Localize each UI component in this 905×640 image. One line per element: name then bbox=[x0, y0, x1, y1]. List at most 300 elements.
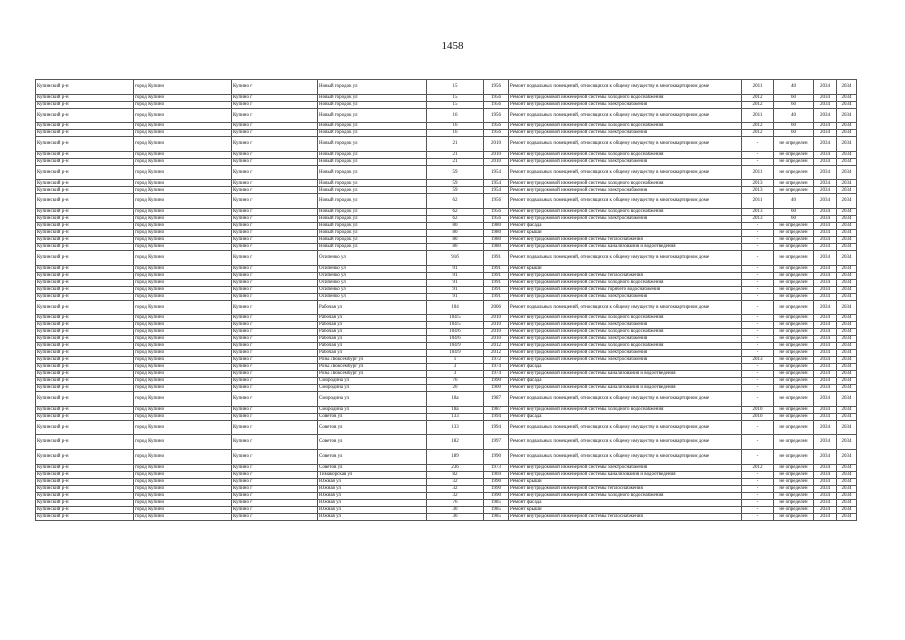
year-built-cell: 1974 bbox=[484, 371, 509, 378]
settlement-cell: город Купино bbox=[134, 492, 232, 499]
plan-start-cell: 2034 bbox=[814, 265, 837, 272]
work-type-cell: Ремонт внутридомовой инженерной системы электроснабжения bbox=[509, 336, 742, 343]
district-cell: Купинский р-н bbox=[36, 343, 134, 350]
table-row bbox=[36, 130, 857, 137]
work-type-cell: Ремонт фасада bbox=[509, 378, 742, 385]
street-cell: Рабочая ул bbox=[318, 300, 427, 315]
settlement-cell: город Купино bbox=[134, 471, 232, 478]
plan-end-cell: 2034 bbox=[837, 165, 857, 180]
year-built-cell: 2010 bbox=[484, 336, 509, 343]
locality-cell: Купино г bbox=[232, 378, 318, 385]
district-cell: Купинский р-н bbox=[36, 364, 134, 371]
house-number-cell: 62 bbox=[427, 208, 484, 215]
work-type-cell: Ремонт внутридомовой инженерной системы холодного водоснабжения bbox=[509, 406, 742, 413]
plan-end-cell: 2034 bbox=[837, 300, 857, 315]
table-row bbox=[36, 385, 857, 392]
street-cell: Новый городок ул bbox=[318, 151, 427, 158]
wear-cell: 60 bbox=[774, 123, 814, 130]
street-cell: Смородина ул bbox=[318, 378, 427, 385]
settlement-cell: город Купино bbox=[134, 392, 232, 407]
table-row bbox=[36, 449, 857, 464]
wear-cell: не определен bbox=[774, 137, 814, 152]
table-row bbox=[36, 187, 857, 194]
locality-cell: Купино г bbox=[232, 343, 318, 350]
plan-start-cell: 2034 bbox=[814, 279, 837, 286]
last-repair-year-cell: - bbox=[742, 222, 774, 229]
table-row bbox=[36, 243, 857, 250]
table-row bbox=[36, 293, 857, 300]
house-number-cell: 15 bbox=[427, 101, 484, 108]
district-cell: Купинский р-н bbox=[36, 272, 134, 279]
house-number-cell: 182 bbox=[427, 435, 484, 450]
plan-end-cell: 2034 bbox=[837, 101, 857, 108]
year-built-cell: 2010 bbox=[484, 151, 509, 158]
settlement-cell: город Купино bbox=[134, 322, 232, 329]
page-number: 1458 bbox=[441, 40, 464, 52]
street-cell: Новый городок ул bbox=[318, 180, 427, 187]
plan-end-cell: 2034 bbox=[837, 272, 857, 279]
house-number-cell: 91 bbox=[427, 293, 484, 300]
work-type-cell: Ремонт внутридомовой инженерной системы электроснабжения bbox=[509, 158, 742, 165]
locality-cell: Купино г bbox=[232, 243, 318, 250]
wear-cell: не определен bbox=[774, 350, 814, 357]
plan-end-cell: 2034 bbox=[837, 464, 857, 471]
settlement-cell: город Купино bbox=[134, 187, 232, 194]
year-built-cell: 1990 bbox=[484, 378, 509, 385]
plan-end-cell: 2034 bbox=[837, 250, 857, 265]
district-cell: Купинский р-н bbox=[36, 236, 134, 243]
year-built-cell: 1985 bbox=[484, 499, 509, 506]
plan-end-cell: 2034 bbox=[837, 265, 857, 272]
district-cell: Купинский р-н bbox=[36, 158, 134, 165]
work-type-cell: Ремонт подвальных помещений, относящихся к общему имуществу в многоквартирном доме bbox=[509, 435, 742, 450]
year-built-cell: 1954 bbox=[484, 180, 509, 187]
plan-start-cell: 2034 bbox=[814, 315, 837, 322]
house-number-cell: 32 bbox=[427, 478, 484, 485]
wear-cell: не определен bbox=[774, 322, 814, 329]
house-number-cell: 59 bbox=[427, 165, 484, 180]
district-cell: Купинский р-н bbox=[36, 222, 134, 229]
wear-cell: 40 bbox=[774, 80, 814, 95]
plan-start-cell: 2034 bbox=[814, 250, 837, 265]
locality-cell: Купино г bbox=[232, 336, 318, 343]
settlement-cell: город Купино bbox=[134, 464, 232, 471]
locality-cell: Купино г bbox=[232, 130, 318, 137]
table-row bbox=[36, 229, 857, 236]
last-repair-year-cell: 2013 bbox=[742, 215, 774, 222]
plan-start-cell: 2034 bbox=[814, 108, 837, 123]
settlement-cell: город Купино bbox=[134, 279, 232, 286]
wear-cell: не определен bbox=[774, 158, 814, 165]
plan-end-cell: 2034 bbox=[837, 435, 857, 450]
district-cell: Купинский р-н bbox=[36, 464, 134, 471]
table-row bbox=[36, 336, 857, 343]
street-cell: Розы Люксембург ул bbox=[318, 357, 427, 364]
work-type-cell: Ремонт подвальных помещений, относящихся к общему имуществу в многоквартирном доме bbox=[509, 137, 742, 152]
house-number-cell: 91 bbox=[427, 272, 484, 279]
table-row bbox=[36, 485, 857, 492]
last-repair-year-cell: - bbox=[742, 513, 774, 520]
street-cell: Новый городок ул bbox=[318, 194, 427, 209]
last-repair-year-cell: 2012 bbox=[742, 464, 774, 471]
year-built-cell: 2010 bbox=[484, 329, 509, 336]
locality-cell: Купино г bbox=[232, 413, 318, 420]
district-cell: Купинский р-н bbox=[36, 371, 134, 378]
wear-cell: не определен bbox=[774, 413, 814, 420]
year-built-cell: 1974 bbox=[484, 364, 509, 371]
settlement-cell: город Купино bbox=[134, 343, 232, 350]
wear-cell: не определен bbox=[774, 485, 814, 492]
year-built-cell: 1956 bbox=[484, 123, 509, 130]
district-cell: Купинский р-н bbox=[36, 80, 134, 95]
year-built-cell: 2012 bbox=[484, 343, 509, 350]
plan-start-cell: 2034 bbox=[814, 94, 837, 101]
year-built-cell: 1980 bbox=[484, 222, 509, 229]
house-number-cell: 30 bbox=[427, 506, 484, 513]
locality-cell: Купино г bbox=[232, 435, 318, 450]
table-row bbox=[36, 215, 857, 222]
plan-start-cell: 2034 bbox=[814, 506, 837, 513]
work-type-cell: Ремонт подвальных помещений, относящихся к общему имуществу в многоквартирном доме bbox=[509, 449, 742, 464]
settlement-cell: город Купино bbox=[134, 513, 232, 520]
table-row bbox=[36, 272, 857, 279]
table-row bbox=[36, 413, 857, 420]
last-repair-year-cell: - bbox=[742, 229, 774, 236]
plan-end-cell: 2034 bbox=[837, 499, 857, 506]
table-row bbox=[36, 250, 857, 265]
district-cell: Купинский р-н bbox=[36, 187, 134, 194]
settlement-cell: город Купино bbox=[134, 250, 232, 265]
wear-cell: не определен bbox=[774, 272, 814, 279]
wear-cell: 60 bbox=[774, 215, 814, 222]
last-repair-year-cell: - bbox=[742, 449, 774, 464]
plan-start-cell: 2034 bbox=[814, 293, 837, 300]
year-built-cell: 1956 bbox=[484, 101, 509, 108]
last-repair-year-cell: 2012 bbox=[742, 94, 774, 101]
work-type-cell: Ремонт внутридомовой инженерной системы горячего водоснабжения bbox=[509, 286, 742, 293]
wear-cell: не определен bbox=[774, 315, 814, 322]
district-cell: Купинский р-н bbox=[36, 243, 134, 250]
wear-cell: не определен bbox=[774, 406, 814, 413]
work-type-cell: Ремонт внутридомовой инженерной системы холодного водоснабжения bbox=[509, 180, 742, 187]
locality-cell: Купино г bbox=[232, 300, 318, 315]
house-number-cell: 1 bbox=[427, 357, 484, 364]
wear-cell: не определен bbox=[774, 464, 814, 471]
street-cell: Новый городок ул bbox=[318, 208, 427, 215]
table-row bbox=[36, 513, 857, 520]
plan-end-cell: 2034 bbox=[837, 413, 857, 420]
street-cell: Новый городок ул bbox=[318, 236, 427, 243]
plan-end-cell: 2034 bbox=[837, 243, 857, 250]
locality-cell: Купино г bbox=[232, 350, 318, 357]
year-built-cell: 1987 bbox=[484, 406, 509, 413]
work-type-cell: Ремонт внутридомовой инженерной системы холодного водоснабжения bbox=[509, 329, 742, 336]
locality-cell: Купино г bbox=[232, 236, 318, 243]
table-row bbox=[36, 137, 857, 152]
house-number-cell: 104/5 bbox=[427, 322, 484, 329]
district-cell: Купинский р-н bbox=[36, 180, 134, 187]
plan-end-cell: 2034 bbox=[837, 385, 857, 392]
house-number-cell: 91 bbox=[427, 286, 484, 293]
last-repair-year-cell: - bbox=[742, 350, 774, 357]
district-cell: Купинский р-н bbox=[36, 478, 134, 485]
work-type-cell: Ремонт внутридомовой инженерной системы холодного водоснабжения bbox=[509, 94, 742, 101]
district-cell: Купинский р-н bbox=[36, 101, 134, 108]
district-cell: Купинский р-н bbox=[36, 385, 134, 392]
table-row bbox=[36, 315, 857, 322]
settlement-cell: город Купино bbox=[134, 449, 232, 464]
house-number-cell: 104/6 bbox=[427, 336, 484, 343]
year-built-cell: 1985 bbox=[484, 506, 509, 513]
last-repair-year-cell: 2013 bbox=[742, 180, 774, 187]
last-repair-year-cell: - bbox=[742, 293, 774, 300]
settlement-cell: город Купино bbox=[134, 435, 232, 450]
work-type-cell: Ремонт внутридомовой инженерной системы канализования и водоотведения bbox=[509, 243, 742, 250]
locality-cell: Купино г bbox=[232, 471, 318, 478]
repair-registry-table bbox=[35, 79, 857, 521]
plan-start-cell: 2034 bbox=[814, 222, 837, 229]
table-row bbox=[36, 123, 857, 130]
plan-start-cell: 2034 bbox=[814, 471, 837, 478]
plan-start-cell: 2034 bbox=[814, 229, 837, 236]
street-cell: Советов ул bbox=[318, 413, 427, 420]
plan-start-cell: 2034 bbox=[814, 137, 837, 152]
year-built-cell: 1956 bbox=[484, 215, 509, 222]
last-repair-year-cell: - bbox=[742, 151, 774, 158]
locality-cell: Купино г bbox=[232, 123, 318, 130]
work-type-cell: Ремонт фасада bbox=[509, 499, 742, 506]
settlement-cell: город Купино bbox=[134, 300, 232, 315]
settlement-cell: город Купино bbox=[134, 378, 232, 385]
plan-end-cell: 2034 bbox=[837, 364, 857, 371]
plan-end-cell: 2034 bbox=[837, 357, 857, 364]
plan-start-cell: 2034 bbox=[814, 123, 837, 130]
plan-start-cell: 2034 bbox=[814, 485, 837, 492]
locality-cell: Купино г bbox=[232, 272, 318, 279]
settlement-cell: город Купино bbox=[134, 272, 232, 279]
settlement-cell: город Купино bbox=[134, 222, 232, 229]
last-repair-year-cell: - bbox=[742, 243, 774, 250]
table-row bbox=[36, 350, 857, 357]
settlement-cell: город Купино bbox=[134, 243, 232, 250]
locality-cell: Купино г bbox=[232, 286, 318, 293]
house-number-cell: 3 bbox=[427, 371, 484, 378]
wear-cell: не определен bbox=[774, 222, 814, 229]
locality-cell: Купино г bbox=[232, 315, 318, 322]
plan-end-cell: 2034 bbox=[837, 343, 857, 350]
year-built-cell: 1900 bbox=[484, 385, 509, 392]
plan-start-cell: 2034 bbox=[814, 158, 837, 165]
wear-cell: 60 bbox=[774, 94, 814, 101]
last-repair-year-cell: 2013 bbox=[742, 208, 774, 215]
settlement-cell: город Купино bbox=[134, 293, 232, 300]
house-number-cell: 189 bbox=[427, 449, 484, 464]
locality-cell: Купино г bbox=[232, 187, 318, 194]
work-type-cell: Ремонт внутридомовой инженерной системы электроснабжения bbox=[509, 101, 742, 108]
plan-start-cell: 2034 bbox=[814, 464, 837, 471]
locality-cell: Купино г bbox=[232, 158, 318, 165]
plan-end-cell: 2034 bbox=[837, 506, 857, 513]
work-type-cell: Ремонт подвальных помещений, относящихся к общему имуществу в многоквартирном доме bbox=[509, 108, 742, 123]
year-built-cell: 1991 bbox=[484, 286, 509, 293]
table-row bbox=[36, 420, 857, 435]
house-number-cell: 91б bbox=[427, 250, 484, 265]
plan-start-cell: 2034 bbox=[814, 406, 837, 413]
district-cell: Купинский р-н bbox=[36, 165, 134, 180]
year-built-cell: 1991 bbox=[484, 293, 509, 300]
settlement-cell: город Купино bbox=[134, 336, 232, 343]
table-row bbox=[36, 286, 857, 293]
locality-cell: Купино г bbox=[232, 293, 318, 300]
street-cell: Новый городок ул bbox=[318, 187, 427, 194]
year-built-cell: 1990 bbox=[484, 485, 509, 492]
last-repair-year-cell: 2011 bbox=[742, 165, 774, 180]
street-cell: Осипенко ул bbox=[318, 272, 427, 279]
work-type-cell: Ремонт внутридомовой инженерной системы теплоснабжения bbox=[509, 236, 742, 243]
work-type-cell: Ремонт внутридомовой инженерной системы электроснабжения bbox=[509, 350, 742, 357]
plan-start-cell: 2034 bbox=[814, 194, 837, 209]
work-type-cell: Ремонт внутридомовой инженерной системы холодного водоснабжения bbox=[509, 208, 742, 215]
wear-cell: 60 bbox=[774, 130, 814, 137]
street-cell: Рабочая ул bbox=[318, 315, 427, 322]
plan-start-cell: 2034 bbox=[814, 322, 837, 329]
table-row bbox=[36, 222, 857, 229]
house-number-cell: 80 bbox=[427, 222, 484, 229]
settlement-cell: город Купино bbox=[134, 194, 232, 209]
wear-cell: не определен bbox=[774, 357, 814, 364]
work-type-cell: Ремонт внутридомовой инженерной системы электроснабжения bbox=[509, 215, 742, 222]
last-repair-year-cell: - bbox=[742, 315, 774, 322]
wear-cell: не определен bbox=[774, 180, 814, 187]
house-number-cell: 15 bbox=[427, 80, 484, 95]
last-repair-year-cell: 2010 bbox=[742, 406, 774, 413]
settlement-cell: город Купино bbox=[134, 350, 232, 357]
street-cell: Рабочая ул bbox=[318, 336, 427, 343]
last-repair-year-cell: - bbox=[742, 286, 774, 293]
district-cell: Купинский р-н bbox=[36, 215, 134, 222]
plan-start-cell: 2034 bbox=[814, 478, 837, 485]
last-repair-year-cell: - bbox=[742, 492, 774, 499]
work-type-cell: Ремонт внутридомовой инженерной системы электроснабжения bbox=[509, 293, 742, 300]
street-cell: Осипенко ул bbox=[318, 250, 427, 265]
district-cell: Купинский р-н bbox=[36, 336, 134, 343]
plan-start-cell: 2034 bbox=[814, 300, 837, 315]
year-built-cell: 1987 bbox=[484, 392, 509, 407]
street-cell: Советов ул bbox=[318, 449, 427, 464]
work-type-cell: Ремонт внутридомовой инженерной системы теплоснабжения bbox=[509, 272, 742, 279]
table-row bbox=[36, 158, 857, 165]
year-built-cell: 1973 bbox=[484, 464, 509, 471]
year-built-cell: 1980 bbox=[484, 236, 509, 243]
year-built-cell: 2010 bbox=[484, 315, 509, 322]
plan-end-cell: 2034 bbox=[837, 329, 857, 336]
locality-cell: Купино г bbox=[232, 478, 318, 485]
settlement-cell: город Купино bbox=[134, 165, 232, 180]
last-repair-year-cell: - bbox=[742, 435, 774, 450]
locality-cell: Купино г bbox=[232, 80, 318, 95]
house-number-cell: 82 bbox=[427, 471, 484, 478]
plan-start-cell: 2034 bbox=[814, 165, 837, 180]
locality-cell: Купино г bbox=[232, 194, 318, 209]
table-row bbox=[36, 165, 857, 180]
locality-cell: Купино г bbox=[232, 108, 318, 123]
settlement-cell: город Купино bbox=[134, 158, 232, 165]
year-built-cell: 1956 bbox=[484, 208, 509, 215]
house-number-cell: 16 bbox=[427, 108, 484, 123]
street-cell: Осипенко ул bbox=[318, 279, 427, 286]
table-row bbox=[36, 378, 857, 385]
work-type-cell: Ремонт внутридомовой инженерной системы теплоснабжения bbox=[509, 485, 742, 492]
year-built-cell: 1972 bbox=[484, 357, 509, 364]
plan-end-cell: 2034 bbox=[837, 279, 857, 286]
wear-cell: не определен bbox=[774, 293, 814, 300]
locality-cell: Купино г bbox=[232, 215, 318, 222]
year-built-cell: 1954 bbox=[484, 165, 509, 180]
street-cell: Южная ул bbox=[318, 492, 427, 499]
table-row bbox=[36, 208, 857, 215]
district-cell: Купинский р-н bbox=[36, 471, 134, 478]
wear-cell: 60 bbox=[774, 208, 814, 215]
last-repair-year-cell: - bbox=[742, 478, 774, 485]
plan-end-cell: 2034 bbox=[837, 286, 857, 293]
work-type-cell: Ремонт крыши bbox=[509, 478, 742, 485]
plan-end-cell: 2034 bbox=[837, 420, 857, 435]
street-cell: Смородина ул bbox=[318, 385, 427, 392]
settlement-cell: город Купино bbox=[134, 94, 232, 101]
plan-end-cell: 2034 bbox=[837, 108, 857, 123]
work-type-cell: Ремонт внутридомовой инженерной системы электроснабжения bbox=[509, 322, 742, 329]
settlement-cell: город Купино bbox=[134, 208, 232, 215]
settlement-cell: город Купино bbox=[134, 286, 232, 293]
year-built-cell: 1980 bbox=[484, 229, 509, 236]
house-number-cell: 104/6 bbox=[427, 329, 484, 336]
street-cell: Осипенко ул bbox=[318, 265, 427, 272]
work-type-cell: Ремонт крыши bbox=[509, 506, 742, 513]
locality-cell: Купино г bbox=[232, 101, 318, 108]
table-row bbox=[36, 392, 857, 407]
wear-cell: не определен bbox=[774, 165, 814, 180]
street-cell: Новый городок ул bbox=[318, 222, 427, 229]
plan-start-cell: 2034 bbox=[814, 357, 837, 364]
locality-cell: Купино г bbox=[232, 485, 318, 492]
district-cell: Купинский р-н bbox=[36, 293, 134, 300]
street-cell: Новый городок ул bbox=[318, 243, 427, 250]
work-type-cell: Ремонт внутридомовой инженерной системы электроснабжения bbox=[509, 464, 742, 471]
locality-cell: Купино г bbox=[232, 506, 318, 513]
district-cell: Купинский р-н bbox=[36, 286, 134, 293]
street-cell: Новый городок ул bbox=[318, 80, 427, 95]
plan-end-cell: 2034 bbox=[837, 378, 857, 385]
plan-end-cell: 2034 bbox=[837, 123, 857, 130]
house-number-cell: 133 bbox=[427, 420, 484, 435]
wear-cell: не определен bbox=[774, 506, 814, 513]
plan-end-cell: 2034 bbox=[837, 392, 857, 407]
wear-cell: не определен bbox=[774, 513, 814, 520]
year-built-cell: 1985 bbox=[484, 513, 509, 520]
locality-cell: Купино г bbox=[232, 392, 318, 407]
plan-start-cell: 2034 bbox=[814, 101, 837, 108]
locality-cell: Купино г bbox=[232, 94, 318, 101]
plan-start-cell: 2034 bbox=[814, 371, 837, 378]
street-cell: Осипенко ул bbox=[318, 293, 427, 300]
settlement-cell: город Купино bbox=[134, 499, 232, 506]
locality-cell: Купино г bbox=[232, 364, 318, 371]
settlement-cell: город Купино bbox=[134, 151, 232, 158]
settlement-cell: город Купино bbox=[134, 229, 232, 236]
settlement-cell: город Купино bbox=[134, 180, 232, 187]
street-cell: Розы Люксембург ул bbox=[318, 364, 427, 371]
wear-cell: не определен bbox=[774, 364, 814, 371]
